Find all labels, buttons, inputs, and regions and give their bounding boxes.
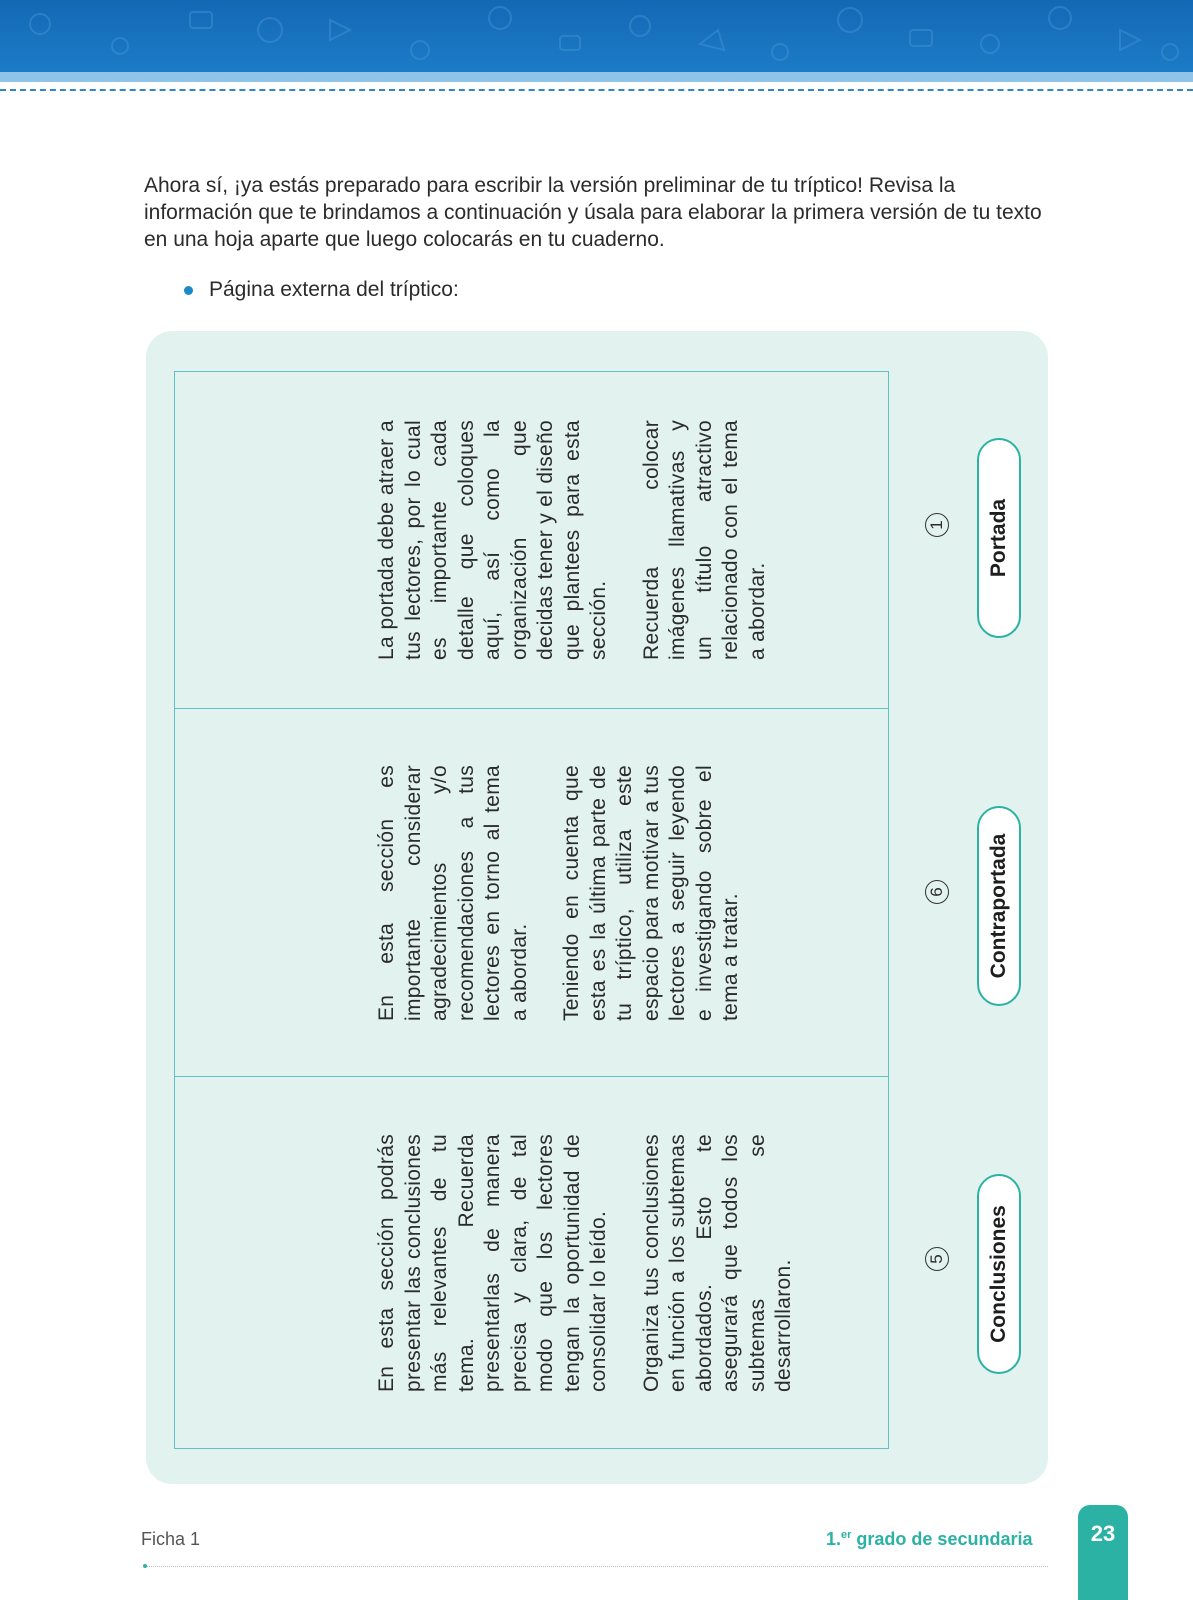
- footer-divider: [144, 1566, 1048, 1567]
- cell-divider: [174, 708, 888, 709]
- contraportada-text: [374, 765, 742, 1021]
- section-number-1: 1: [925, 513, 949, 537]
- header-band: [0, 0, 1193, 72]
- conclusiones-paragraph-1: En esta sección podrás presentar las conclusiones más relevantes de tu tema. Recuerda presentarlas de manera precisa y clara, de tal modo que los lectores tengan la oportunidad de consolidar lo leído.: [375, 1134, 610, 1392]
- bullet-text: Página externa del tríptico:: [209, 278, 459, 301]
- grade-text: grado de secundaria: [851, 1529, 1033, 1549]
- bullet-icon: [184, 286, 193, 295]
- conclusiones-paragraph-2: Organiza tus conclusiones en función a los subtemas abordados. Esto te asegurará que todos los subtemas se desarrollaron.: [639, 1134, 795, 1392]
- intro-paragraph: Ahora sí, ¡ya estás preparado para escribir la versión preliminar de tu tríptico! Revisa la información que te brindamos a continuación y úsala para elaborar la primera versión de tu texto en una hoja aparte que luego colocarás en tu cuaderno.: [144, 174, 1042, 251]
- label-conclusiones: Conclusiones: [977, 1174, 1021, 1374]
- conclusiones-text: [374, 1134, 795, 1392]
- portada-paragraph-1: La portada debe atraer a tus lectores, por lo cual es importante cada detalle que coloques aquí, así como la organización que decidas tener y el diseño que plantees para esta sección.: [375, 420, 610, 660]
- page-number: 23: [1090, 1521, 1116, 1546]
- contraportada-paragraph-2: Teniendo en cuenta que esta es la última parte de tu tríptico, utiliza este espacio para motivar a tus lectores a seguir leyendo e investigando sobre el tema a tratar.: [560, 765, 742, 1021]
- label-contraportada: Contraportada: [977, 806, 1021, 1006]
- label-portada: Portada: [977, 438, 1021, 638]
- header-dashed-divider: [0, 89, 1193, 91]
- page-number-tab: [1078, 1505, 1128, 1600]
- cell-divider: [174, 1076, 888, 1077]
- footer-ficha: Ficha 1: [141, 1529, 201, 1549]
- footer-dot: [143, 1564, 147, 1568]
- portada-text: [374, 420, 769, 660]
- portada-paragraph-2: Recuerda colocar imágenes llamativas y un título atractivo relacionado con el tema a abordar.: [639, 420, 769, 660]
- grade-number: 1.: [826, 1529, 842, 1549]
- bullet-item: [184, 276, 459, 304]
- contraportada-paragraph-1: En esta sección es importante considerar agradecimientos y/o recomendaciones a tus lectores en torno al tema a abordar.: [375, 765, 531, 1021]
- grade-superscript: er: [841, 1529, 852, 1541]
- section-number-5: 5: [925, 1247, 949, 1271]
- section-number-6: 6: [925, 880, 949, 904]
- header-band-shadow: [0, 72, 1193, 82]
- footer-grade: [826, 1529, 1032, 1550]
- header-pattern: [0, 0, 1193, 72]
